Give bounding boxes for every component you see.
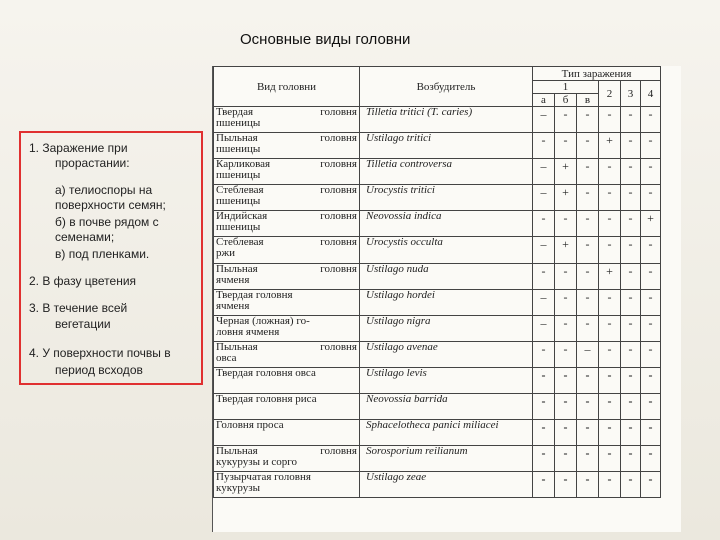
- species-name-right: головня: [320, 184, 357, 196]
- mark-1v: -: [577, 394, 599, 420]
- legend-sub-a-cont: поверхности семян;: [55, 198, 166, 212]
- species-name-right: головня: [320, 263, 357, 275]
- mark-4: -: [641, 264, 661, 290]
- mark-1v: -: [577, 185, 599, 211]
- agent-cell: Ustilago nuda: [360, 264, 533, 290]
- species-name-line2: ржи: [216, 247, 235, 259]
- table-row: [214, 290, 661, 316]
- mark-2: -: [599, 420, 621, 446]
- mark-3: -: [621, 133, 641, 159]
- mark-3: -: [621, 290, 641, 316]
- species-name-right: головня: [320, 132, 357, 144]
- mark-4: -: [641, 290, 661, 316]
- mark-4: -: [641, 185, 661, 211]
- mark-1b: -: [555, 211, 577, 237]
- species-name: Стеблевая: [216, 236, 264, 248]
- species-cell: [214, 237, 360, 264]
- mark-2: -: [599, 211, 621, 237]
- species-name-right: головня: [320, 158, 357, 170]
- mark-1v: -: [577, 211, 599, 237]
- agent-cell: Tilletia tritici (T. caries): [360, 107, 533, 133]
- mark-4: -: [641, 237, 661, 264]
- species-name-line2: ячменя: [216, 274, 250, 286]
- mark-3: -: [621, 446, 641, 472]
- mark-4: -: [641, 420, 661, 446]
- mark-1v: -: [577, 264, 599, 290]
- agent-cell: Ustilago levis: [360, 368, 533, 394]
- mark-1a: -: [533, 342, 555, 368]
- species-name: Пыльная: [216, 341, 258, 353]
- mark-3: -: [621, 211, 641, 237]
- mark-1b: -: [555, 420, 577, 446]
- legend-sub-c: в) под пленками.: [55, 247, 150, 261]
- legend-sub-b: б) в почве рядом с: [55, 215, 159, 229]
- agent-cell: Ustilago nigra: [360, 316, 533, 342]
- species-cell: [214, 290, 360, 316]
- species-name: Стеблевая: [216, 184, 264, 196]
- mark-1a: –: [533, 290, 555, 316]
- legend-sub-a: а) телиоспоры на: [55, 183, 153, 197]
- agent-cell: Urocystis occulta: [360, 237, 533, 264]
- species-name-line2: пшеницы: [216, 143, 261, 155]
- mark-4: -: [641, 394, 661, 420]
- mark-2: +: [599, 133, 621, 159]
- mark-1b: -: [555, 264, 577, 290]
- agent-cell: Urocystis tritici: [360, 185, 533, 211]
- legend-item-3: 3. В течение всей: [29, 301, 128, 315]
- mark-1v: –: [577, 342, 599, 368]
- species-cell: [214, 394, 360, 420]
- agent-cell: Ustilago tritici: [360, 133, 533, 159]
- mark-2: -: [599, 107, 621, 133]
- species-name-line2: ячменя: [216, 300, 250, 312]
- table-row: [214, 368, 661, 394]
- mark-1a: -: [533, 420, 555, 446]
- table-row: [214, 107, 661, 133]
- species-name-line2: кукурузы и сорго: [216, 456, 297, 468]
- mark-1a: –: [533, 159, 555, 185]
- species-name-line2: кукурузы: [216, 482, 260, 494]
- header-type-1v: в: [577, 94, 599, 107]
- agent-cell: Sphacelotheca panici miliacei: [360, 420, 533, 446]
- species-name-line2: пшеницы: [216, 195, 261, 207]
- mark-1b: -: [555, 472, 577, 498]
- mark-3: -: [621, 342, 641, 368]
- table-row: [214, 472, 661, 498]
- smut-types-table: [213, 66, 661, 498]
- species-name: Пыльная: [216, 132, 258, 144]
- mark-3: -: [621, 472, 641, 498]
- agent-cell: Sorosporium reilianum: [360, 446, 533, 472]
- mark-3: -: [621, 237, 641, 264]
- mark-1v: -: [577, 316, 599, 342]
- mark-1a: –: [533, 185, 555, 211]
- mark-1v: -: [577, 237, 599, 264]
- mark-3: -: [621, 420, 641, 446]
- header-type-1a: а: [533, 94, 555, 107]
- table-row: [214, 316, 661, 342]
- species-name-line2: пшеницы: [216, 117, 261, 129]
- species-name: Черная (ложная) го-: [216, 315, 310, 327]
- species-cell: [214, 316, 360, 342]
- species-name: Индийская: [216, 210, 268, 222]
- species-name: Пыльная: [216, 263, 258, 275]
- mark-1b: -: [555, 107, 577, 133]
- mark-4: -: [641, 159, 661, 185]
- table-row: [214, 211, 661, 237]
- species-name-line2: овса: [216, 352, 237, 364]
- mark-1b: -: [555, 446, 577, 472]
- species-name: Карликовая: [216, 158, 271, 170]
- species-cell: [214, 446, 360, 472]
- table-row: [214, 237, 661, 264]
- agent-cell: Ustilago zeae: [360, 472, 533, 498]
- species-name-right: головня: [320, 106, 357, 118]
- mark-3: -: [621, 185, 641, 211]
- table-row: [214, 185, 661, 211]
- species-cell: [214, 264, 360, 290]
- mark-1v: -: [577, 472, 599, 498]
- species-name: Твердая головня риса: [216, 393, 317, 405]
- mark-1b: +: [555, 237, 577, 264]
- mark-1v: -: [577, 159, 599, 185]
- mark-2: -: [599, 368, 621, 394]
- species-name-line2: ловня ячменя: [216, 326, 280, 338]
- mark-2: -: [599, 159, 621, 185]
- mark-2: +: [599, 264, 621, 290]
- species-name-line2: пшеницы: [216, 169, 261, 181]
- mark-1b: +: [555, 159, 577, 185]
- species-name: Пузырчатая головня: [216, 471, 311, 483]
- header-type-1b: б: [555, 94, 577, 107]
- species-name-line2: пшеницы: [216, 221, 261, 233]
- mark-3: -: [621, 316, 641, 342]
- species-name: Пыльная: [216, 445, 258, 457]
- species-name: Твердая головня овса: [216, 367, 316, 379]
- species-name: Твердая: [216, 106, 254, 118]
- legend-item-1: 1. Заражение при: [29, 141, 128, 155]
- table-row: [214, 264, 661, 290]
- mark-4: -: [641, 133, 661, 159]
- legend-item-2: 2. В фазу цветения: [29, 274, 137, 288]
- table-row: [214, 394, 661, 420]
- header-type-4: 4: [641, 81, 661, 107]
- mark-4: +: [641, 211, 661, 237]
- species-name-right: головня: [320, 445, 357, 457]
- species-cell: [214, 185, 360, 211]
- mark-2: -: [599, 237, 621, 264]
- mark-2: -: [599, 472, 621, 498]
- mark-2: -: [599, 316, 621, 342]
- mark-2: -: [599, 185, 621, 211]
- mark-1a: -: [533, 133, 555, 159]
- header-type-3: 3: [621, 81, 641, 107]
- header-type-2: 2: [599, 81, 621, 107]
- mark-2: -: [599, 342, 621, 368]
- mark-1v: -: [577, 107, 599, 133]
- mark-1b: -: [555, 342, 577, 368]
- mark-4: -: [641, 446, 661, 472]
- mark-1v: -: [577, 290, 599, 316]
- species-cell: [214, 107, 360, 133]
- mark-2: -: [599, 446, 621, 472]
- mark-1b: -: [555, 394, 577, 420]
- mark-3: -: [621, 368, 641, 394]
- mark-4: -: [641, 316, 661, 342]
- species-name: Головня проса: [216, 419, 284, 431]
- agent-cell: Tilletia controversa: [360, 159, 533, 185]
- mark-4: -: [641, 342, 661, 368]
- species-cell: [214, 133, 360, 159]
- mark-1b: -: [555, 368, 577, 394]
- mark-1v: -: [577, 368, 599, 394]
- table-row: [214, 420, 661, 446]
- species-name-right: головня: [320, 341, 357, 353]
- mark-1a: –: [533, 107, 555, 133]
- mark-1a: –: [533, 316, 555, 342]
- header-type-1: 1: [533, 81, 599, 94]
- mark-1a: -: [533, 211, 555, 237]
- legend-item-4-cont: период всходов: [55, 363, 143, 377]
- species-cell: [214, 420, 360, 446]
- table-row: [214, 159, 661, 185]
- mark-4: -: [641, 107, 661, 133]
- table-row: [214, 446, 661, 472]
- mark-3: -: [621, 107, 641, 133]
- mark-3: -: [621, 159, 641, 185]
- species-name-right: головня: [320, 210, 357, 222]
- mark-1a: -: [533, 394, 555, 420]
- mark-1a: -: [533, 368, 555, 394]
- mark-1b: +: [555, 185, 577, 211]
- mark-4: -: [641, 472, 661, 498]
- mark-1a: –: [533, 237, 555, 264]
- species-cell: [214, 472, 360, 498]
- header-agent: Возбудитель: [360, 67, 533, 107]
- mark-1a: -: [533, 472, 555, 498]
- table-row: [214, 342, 661, 368]
- species-cell: [214, 342, 360, 368]
- mark-2: -: [599, 394, 621, 420]
- mark-1b: -: [555, 290, 577, 316]
- mark-3: -: [621, 264, 641, 290]
- mark-1v: -: [577, 446, 599, 472]
- legend-item-4: 4. У поверхности почвы в: [29, 346, 171, 360]
- legend-box: [19, 131, 203, 385]
- mark-1a: -: [533, 446, 555, 472]
- agent-cell: Ustilago hordei: [360, 290, 533, 316]
- slide-title: Основные виды головни: [240, 31, 411, 48]
- legend-item-1-cont: прорастании:: [55, 156, 130, 170]
- legend-item-3-cont: вегетации: [55, 317, 111, 331]
- mark-1b: -: [555, 133, 577, 159]
- mark-1a: -: [533, 264, 555, 290]
- mark-1b: -: [555, 316, 577, 342]
- species-name: Твердая головня: [216, 289, 293, 301]
- header-species: Вид головни: [214, 67, 360, 107]
- agent-cell: Ustilago avenae: [360, 342, 533, 368]
- header-infection-type: Тип заражения: [533, 67, 661, 81]
- mark-4: -: [641, 368, 661, 394]
- table-row: [214, 133, 661, 159]
- species-cell: [214, 368, 360, 394]
- mark-3: -: [621, 394, 641, 420]
- species-name-right: головня: [320, 236, 357, 248]
- table-scan: [212, 66, 681, 532]
- species-cell: [214, 159, 360, 185]
- agent-cell: Neovossia indica: [360, 211, 533, 237]
- mark-1v: -: [577, 420, 599, 446]
- mark-1v: -: [577, 133, 599, 159]
- species-cell: [214, 211, 360, 237]
- mark-2: -: [599, 290, 621, 316]
- legend-sub-b-cont: семенами;: [55, 230, 115, 244]
- agent-cell: Neovossia barrida: [360, 394, 533, 420]
